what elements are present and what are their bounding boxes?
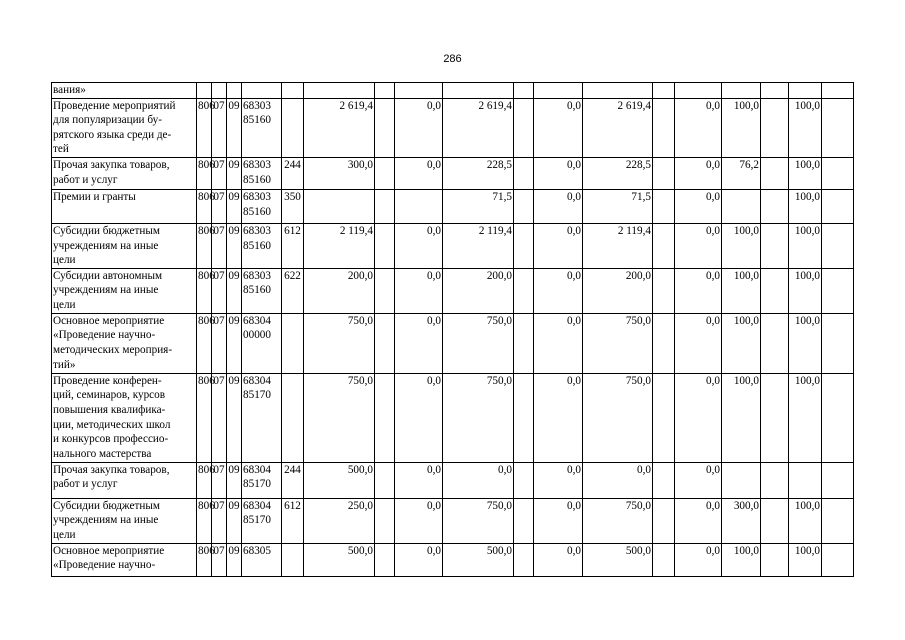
- table-cell: 09: [227, 98, 242, 157]
- table-cell: 68305: [242, 543, 282, 576]
- table-cell: 750,0: [583, 313, 653, 373]
- table-row: [52, 462, 854, 498]
- table-cell: 500,0: [304, 462, 375, 498]
- table-cell: [514, 268, 534, 313]
- budget-table: [51, 82, 854, 577]
- row-name-cell: Премии и гранты: [52, 189, 197, 223]
- table-cell: 806: [197, 223, 212, 268]
- table-cell: 07: [212, 313, 227, 373]
- table-cell: 0,0: [395, 498, 443, 543]
- table-cell: 806: [197, 373, 212, 462]
- table-cell: 622: [282, 268, 304, 313]
- table-cell: [822, 189, 854, 223]
- table-cell: 0,0: [534, 313, 583, 373]
- table-cell: 0,0: [395, 462, 443, 498]
- table-cell: [514, 373, 534, 462]
- row-name-cell: Субсидии бюджетным учреждениям на иные цели: [52, 223, 197, 268]
- table-cell: [282, 373, 304, 462]
- table-cell: 200,0: [304, 268, 375, 313]
- table-cell: 0,0: [443, 462, 514, 498]
- table-cell: 750,0: [443, 373, 514, 462]
- table-cell: [822, 223, 854, 268]
- table-cell: [761, 223, 789, 268]
- table-cell: 2 619,4: [583, 98, 653, 157]
- table-cell: [722, 83, 761, 99]
- table-cell: 100,0: [789, 157, 822, 189]
- table-cell: [395, 83, 443, 99]
- table-cell: 0,0: [395, 223, 443, 268]
- table-cell: 100,0: [722, 223, 761, 268]
- table-cell: 71,5: [443, 189, 514, 223]
- table-cell: 09: [227, 498, 242, 543]
- table-cell: 612: [282, 498, 304, 543]
- table-cell: [282, 98, 304, 157]
- table-cell: 806: [197, 189, 212, 223]
- table-cell: 0,0: [534, 223, 583, 268]
- table-cell: 100,0: [789, 223, 822, 268]
- table-cell: [653, 189, 675, 223]
- table-cell: 0,0: [675, 462, 722, 498]
- table-cell: 09: [227, 268, 242, 313]
- table-cell: [761, 189, 789, 223]
- table-cell: 806: [197, 157, 212, 189]
- table-cell: 68304 00000: [242, 313, 282, 373]
- table-cell: 200,0: [583, 268, 653, 313]
- table-cell: [761, 373, 789, 462]
- table-cell: 750,0: [583, 498, 653, 543]
- table-cell: 750,0: [583, 373, 653, 462]
- table-cell: [514, 543, 534, 576]
- table-cell: [653, 543, 675, 576]
- table-cell: [375, 98, 395, 157]
- table-cell: [534, 83, 583, 99]
- table-cell: 750,0: [304, 373, 375, 462]
- table-cell: 09: [227, 157, 242, 189]
- table-cell: 2 119,4: [304, 223, 375, 268]
- table-cell: [375, 498, 395, 543]
- table-cell: [514, 157, 534, 189]
- table-cell: 68303 85160: [242, 189, 282, 223]
- page-number: 286: [443, 53, 462, 65]
- table-cell: [375, 83, 395, 99]
- table-cell: 0,0: [395, 373, 443, 462]
- table-cell: 07: [212, 223, 227, 268]
- table-cell: 0,0: [534, 268, 583, 313]
- table-cell: 100,0: [789, 313, 822, 373]
- row-name-cell: Основное мероприятие «Проведение научно-: [52, 543, 197, 576]
- table-cell: [822, 313, 854, 373]
- table-cell: 09: [227, 543, 242, 576]
- table-cell: 0,0: [534, 373, 583, 462]
- table-cell: 07: [212, 373, 227, 462]
- table-row: [52, 83, 854, 99]
- table-cell: [822, 98, 854, 157]
- table-cell: 228,5: [443, 157, 514, 189]
- table-cell: 76,2: [722, 157, 761, 189]
- table-cell: 0,0: [675, 157, 722, 189]
- table-cell: 0,0: [395, 543, 443, 576]
- table-cell: 07: [212, 98, 227, 157]
- table-cell: [375, 313, 395, 373]
- table-cell: 806: [197, 268, 212, 313]
- table-cell: [789, 462, 822, 498]
- table-cell: 68303 85160: [242, 157, 282, 189]
- row-name-cell: Основное мероприятие «Проведение научно- методических мероприя- тий»: [52, 313, 197, 373]
- table-cell: 0,0: [675, 223, 722, 268]
- table-cell: [395, 189, 443, 223]
- table-cell: 200,0: [443, 268, 514, 313]
- table-cell: [197, 83, 212, 99]
- table-cell: 2 619,4: [304, 98, 375, 157]
- table-cell: 250,0: [304, 498, 375, 543]
- table-cell: [514, 462, 534, 498]
- table-cell: 350: [282, 189, 304, 223]
- table-cell: [282, 313, 304, 373]
- table-cell: [282, 83, 304, 99]
- row-name-cell: Проведение конферен- ций, семинаров, курсов повышения квалифика- ции, методических школ и конкурсов профессио- нального мастерства: [52, 373, 197, 462]
- table-cell: 100,0: [722, 313, 761, 373]
- table-cell: [653, 157, 675, 189]
- row-name-cell: Прочая закупка товаров, работ и услуг: [52, 157, 197, 189]
- table-cell: 0,0: [675, 98, 722, 157]
- table-cell: 612: [282, 223, 304, 268]
- table-cell: 100,0: [789, 189, 822, 223]
- table-cell: 0,0: [675, 189, 722, 223]
- table-cell: 68303 85160: [242, 98, 282, 157]
- table-row: [52, 157, 854, 189]
- table-cell: 07: [212, 268, 227, 313]
- table-cell: 07: [212, 543, 227, 576]
- table-cell: [653, 498, 675, 543]
- table-cell: 0,0: [675, 373, 722, 462]
- table-cell: 09: [227, 462, 242, 498]
- table-cell: [761, 543, 789, 576]
- table-cell: [761, 157, 789, 189]
- table-cell: 0,0: [583, 462, 653, 498]
- table-row: [52, 543, 854, 576]
- table-cell: [761, 462, 789, 498]
- table-cell: [242, 83, 282, 99]
- table-cell: 806: [197, 98, 212, 157]
- table-cell: 09: [227, 313, 242, 373]
- table-cell: 100,0: [789, 373, 822, 462]
- table-cell: 0,0: [395, 268, 443, 313]
- table-cell: 100,0: [722, 268, 761, 313]
- table-cell: [822, 373, 854, 462]
- table-cell: [789, 83, 822, 99]
- table-cell: [761, 498, 789, 543]
- table-cell: [653, 313, 675, 373]
- table-cell: 07: [212, 157, 227, 189]
- table-cell: 244: [282, 157, 304, 189]
- table-cell: 68304 85170: [242, 498, 282, 543]
- table-cell: [375, 189, 395, 223]
- table-cell: [514, 313, 534, 373]
- table-cell: [304, 189, 375, 223]
- table-cell: [653, 462, 675, 498]
- table-cell: 806: [197, 543, 212, 576]
- table-cell: [282, 543, 304, 576]
- table-cell: [761, 98, 789, 157]
- table-cell: [722, 462, 761, 498]
- table-cell: [375, 462, 395, 498]
- table-row: [52, 313, 854, 373]
- table-cell: [822, 83, 854, 99]
- table-cell: 09: [227, 223, 242, 268]
- table-cell: 100,0: [789, 543, 822, 576]
- table-cell: [514, 98, 534, 157]
- table-cell: 806: [197, 462, 212, 498]
- table-cell: 09: [227, 373, 242, 462]
- table-cell: 750,0: [443, 498, 514, 543]
- table-row: [52, 498, 854, 543]
- row-name-cell: Прочая закупка товаров, работ и услуг: [52, 462, 197, 498]
- table-cell: [761, 268, 789, 313]
- table-cell: [583, 83, 653, 99]
- table-cell: [822, 543, 854, 576]
- table-cell: 0,0: [395, 313, 443, 373]
- table-cell: 500,0: [443, 543, 514, 576]
- table-cell: 68304 85170: [242, 373, 282, 462]
- table-cell: [822, 157, 854, 189]
- table-cell: [653, 98, 675, 157]
- table-cell: [822, 268, 854, 313]
- table-cell: 0,0: [534, 189, 583, 223]
- row-name-cell: Субсидии бюджетным учреждениям на иные цели: [52, 498, 197, 543]
- table-cell: [514, 498, 534, 543]
- table-cell: [653, 83, 675, 99]
- table-cell: [653, 373, 675, 462]
- table-cell: 100,0: [789, 98, 822, 157]
- table-cell: 2 619,4: [443, 98, 514, 157]
- table-cell: 68304 85170: [242, 462, 282, 498]
- table-cell: [375, 223, 395, 268]
- table-cell: 0,0: [534, 462, 583, 498]
- table-cell: [822, 498, 854, 543]
- row-name-cell: вания»: [52, 83, 197, 99]
- table-cell: [375, 373, 395, 462]
- table-cell: 500,0: [304, 543, 375, 576]
- table-cell: [514, 83, 534, 99]
- table-cell: [722, 189, 761, 223]
- table-cell: 2 119,4: [583, 223, 653, 268]
- table-cell: [761, 83, 789, 99]
- table-cell: 0,0: [675, 543, 722, 576]
- table-cell: 0,0: [395, 157, 443, 189]
- table-cell: [212, 83, 227, 99]
- table-cell: 300,0: [722, 498, 761, 543]
- table-cell: 2 119,4: [443, 223, 514, 268]
- table-cell: [514, 223, 534, 268]
- table-cell: [375, 157, 395, 189]
- table-cell: 750,0: [443, 313, 514, 373]
- table-cell: 806: [197, 498, 212, 543]
- table-cell: [375, 268, 395, 313]
- table-cell: [443, 83, 514, 99]
- table-cell: 100,0: [789, 268, 822, 313]
- table-cell: 806: [197, 313, 212, 373]
- table-cell: [375, 543, 395, 576]
- table-cell: [761, 313, 789, 373]
- table-cell: 750,0: [304, 313, 375, 373]
- table-cell: 228,5: [583, 157, 653, 189]
- table-cell: 100,0: [722, 373, 761, 462]
- table-cell: 0,0: [675, 498, 722, 543]
- table-cell: 68303 85160: [242, 223, 282, 268]
- table-cell: 0,0: [395, 98, 443, 157]
- table-cell: 09: [227, 189, 242, 223]
- table-cell: 0,0: [534, 498, 583, 543]
- table-cell: 07: [212, 498, 227, 543]
- table-cell: 100,0: [789, 498, 822, 543]
- table-row: [52, 268, 854, 313]
- table-cell: 0,0: [534, 98, 583, 157]
- table-row: [52, 373, 854, 462]
- table-cell: 100,0: [722, 98, 761, 157]
- table-cell: 07: [212, 189, 227, 223]
- table-cell: 07: [212, 462, 227, 498]
- table-cell: 0,0: [534, 157, 583, 189]
- table-cell: [675, 83, 722, 99]
- table-cell: 0,0: [675, 268, 722, 313]
- table-cell: 71,5: [583, 189, 653, 223]
- table-cell: 100,0: [722, 543, 761, 576]
- table-cell: 0,0: [675, 313, 722, 373]
- table-cell: 68303 85160: [242, 268, 282, 313]
- table-row: [52, 98, 854, 157]
- table-cell: [304, 83, 375, 99]
- table-cell: [227, 83, 242, 99]
- table-cell: [822, 462, 854, 498]
- table-cell: 0,0: [534, 543, 583, 576]
- table-row: [52, 189, 854, 223]
- table-cell: 300,0: [304, 157, 375, 189]
- table-cell: 500,0: [583, 543, 653, 576]
- row-name-cell: Проведение мероприятий для популяризации бу- рятского языка среди де- тей: [52, 98, 197, 157]
- table-cell: 244: [282, 462, 304, 498]
- table-cell: [653, 223, 675, 268]
- table-row: [52, 223, 854, 268]
- row-name-cell: Субсидии автономным учреждениям на иные цели: [52, 268, 197, 313]
- table-cell: [653, 268, 675, 313]
- table-cell: [514, 189, 534, 223]
